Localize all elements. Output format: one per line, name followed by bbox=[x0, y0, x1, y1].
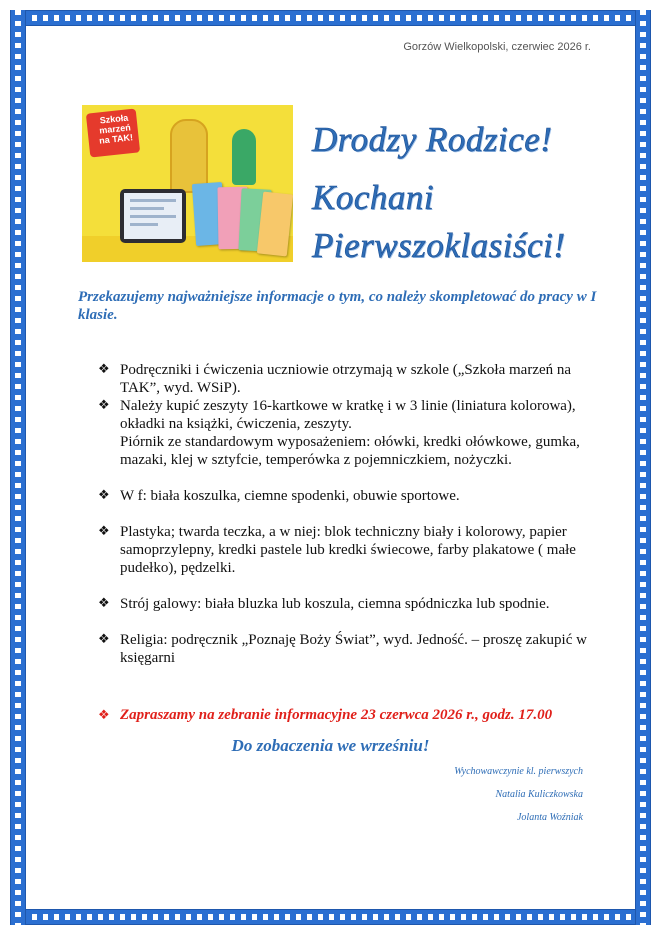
signature-name-1: Natalia Kuliczkowska bbox=[495, 789, 583, 800]
bullet-icon: ❖ bbox=[98, 524, 110, 539]
border-top bbox=[10, 10, 651, 26]
heading-parents: Drodzy Rodzice! bbox=[312, 120, 553, 159]
bullet-icon: ❖ bbox=[98, 708, 110, 723]
list-item bbox=[98, 397, 598, 469]
border-right bbox=[635, 10, 651, 925]
signature-role: Wychowawczynie kl. pierwszych bbox=[454, 766, 583, 777]
signature-name-2: Jolanta Woźniak bbox=[516, 812, 583, 823]
list-item bbox=[98, 361, 598, 397]
bullet-icon: ❖ bbox=[98, 398, 110, 413]
list-item-text: W f: biała koszulka, ciemne spodenki, obuwie sportowe. bbox=[120, 488, 460, 504]
list-item bbox=[98, 487, 598, 505]
list-item bbox=[98, 631, 598, 667]
border-left bbox=[10, 10, 26, 925]
textbook-cover-image bbox=[82, 105, 293, 262]
closing-text: Do zobaczenia we wrześniu! bbox=[231, 736, 430, 755]
list-item-text: Religia: podręcznik „Poznaję Boży Świat”, wyd. Jedność. – proszę zakupić w księgarni bbox=[120, 632, 587, 666]
bullet-icon: ❖ bbox=[98, 362, 110, 377]
list-item-text: Podręczniki i ćwiczenia uczniowie otrzymają w szkole („Szkoła marzeń na TAK”, wyd. WSiP). bbox=[120, 362, 572, 396]
list-item-text: Należy kupić zeszyty 16-kartkowe w kratkę i w 3 linie (liniatura kolorowa), okładki na książki, ćwiczenia, zeszyty. bbox=[120, 398, 576, 432]
list-item-text: Strój galowy: biała bluzka lub koszula, ciemna spódniczka lub spodnie. bbox=[120, 596, 550, 612]
heading-first-graders: Pierwszoklasiści! bbox=[312, 226, 566, 265]
illustration-child-green bbox=[232, 129, 256, 185]
list-item bbox=[98, 523, 598, 577]
book-cover-4 bbox=[257, 192, 293, 257]
supplies-list bbox=[98, 361, 598, 667]
list-item-extra: Piórnik ze standardowym wyposażeniem: ołówki, kredki ołówkowe, gumka, mazaki, klej w sztyfcie, temperówka z pojemniczkiem, nożyczki. bbox=[120, 434, 580, 468]
heading-dear: Kochani bbox=[312, 178, 435, 217]
meeting-invitation bbox=[98, 707, 598, 724]
border-bottom bbox=[10, 909, 651, 925]
series-logo-text: Szkoła marzeń na TAK! bbox=[98, 112, 134, 146]
illustration-child-yellow bbox=[170, 119, 208, 193]
list-item bbox=[98, 595, 598, 613]
bullet-icon: ❖ bbox=[98, 596, 110, 611]
intro-text: Przekazujemy najważniejsze informacje o tym, co należy skompletować do pracy w I klasie. bbox=[78, 289, 597, 323]
meeting-invitation-text: Zapraszamy na zebranie informacyjne 23 czerwca 2026 r., godz. 17.00 bbox=[120, 707, 553, 723]
tablet-icon bbox=[120, 189, 186, 243]
bullet-icon: ❖ bbox=[98, 632, 110, 647]
place-date: Gorzów Wielkopolski, czerwiec 2026 r. bbox=[403, 41, 591, 53]
list-item-text: Plastyka; twarda teczka, a w niej: blok techniczny biały i kolorowy, papier samoprzylepny, kredki pastele lub kredki świecowe, farby plakatowe ( małe pudełko), pędzelki. bbox=[120, 524, 576, 576]
bullet-icon: ❖ bbox=[98, 488, 110, 503]
